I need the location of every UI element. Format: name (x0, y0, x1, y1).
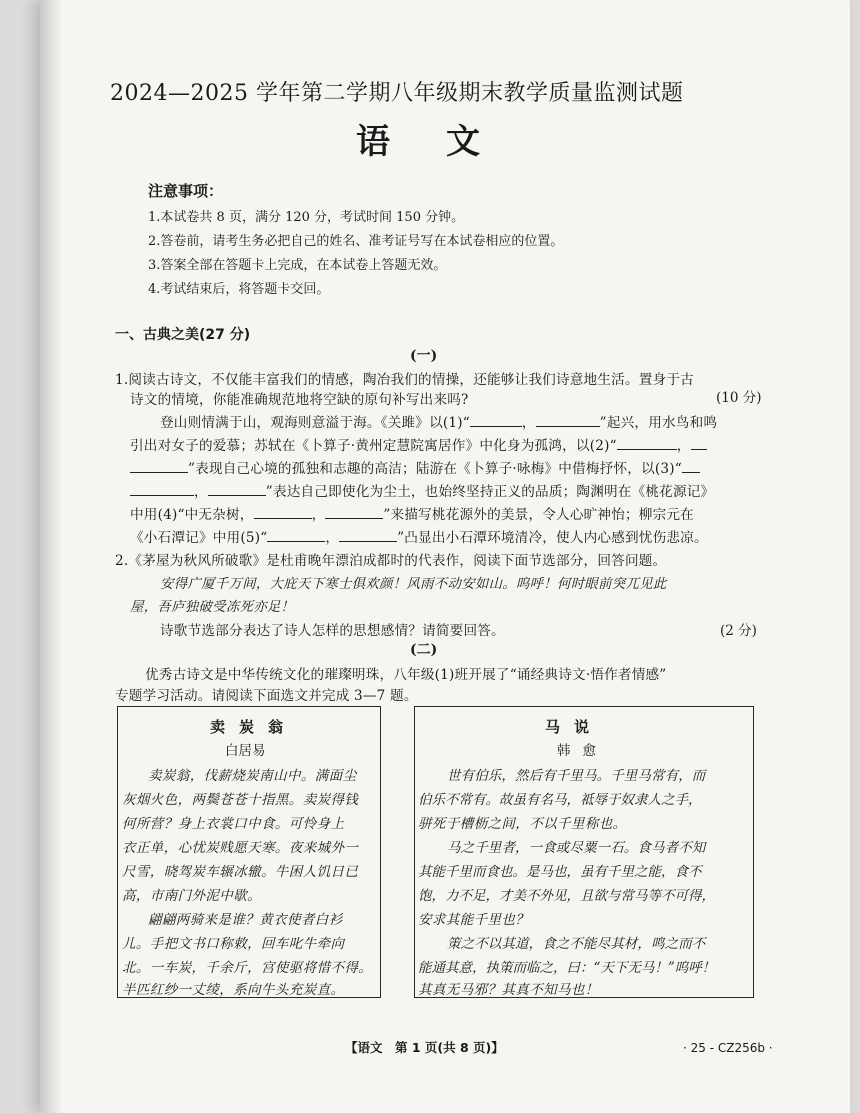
answer-blank[interactable] (208, 482, 266, 496)
part-heading: (二) (410, 642, 438, 658)
box-text-line: 饱，力不足，才美不外见，且欲与常马等不可得， (418, 888, 715, 904)
box-author: 白居易 (225, 743, 266, 759)
q2-stem: 2.《茅屋为秋风所破歌》是杜甫晚年漂泊成都时的代表作，阅读下面节选部分，回答问题。 (115, 553, 667, 569)
box-author: 韩愈 (557, 743, 608, 759)
box-text-line: 何所营？身上衣裳口中食。可怜身上 (122, 816, 345, 832)
answer-blank[interactable] (130, 459, 188, 473)
q2-score: (2 分) (720, 623, 757, 639)
q1-passage-line: 登山则情满于山，观海则意溢于海。《关雎》以(1)“ ， ”起兴，用水鸟和鸣 (160, 415, 718, 431)
box-title: 马说 (545, 718, 604, 736)
box-title: 卖炭翁 (210, 718, 298, 736)
q1-score: (10 分) (716, 390, 762, 406)
box-text-line: 策之不以其道，食之不能尽其材，鸣之而不 (447, 936, 706, 952)
q1-stem: 诗文的情境，你能准确规范地将空缺的原句补写出来吗? (130, 392, 469, 408)
answer-blank[interactable] (254, 505, 312, 519)
page-fold-shadow (40, 0, 62, 1113)
paper-code: · 25 - CZ256b · (683, 1041, 773, 1055)
q1-passage-line: 中用(4)“中无杂树， ， ”来描写桃花源外的美景，令人心旷神怡；柳宗元在 (130, 507, 694, 523)
notice-item: 1.本试卷共 8 页，满分 120 分，考试时间 150 分钟。 (148, 210, 465, 225)
box-text-line: 儿。手把文书口称敕，回车叱牛牵向 (122, 936, 345, 952)
q1-passage-line: ， ”表达自己即使化为尘土，也始终坚持正义的品质；陶渊明在《桃花源记》 (130, 480, 714, 500)
section-heading: 一、古典之美(27 分) (115, 327, 251, 343)
box-text-line: 伯乐不常有。故虽有名马，祗辱于奴隶人之手， (418, 792, 702, 808)
intro-text: 专题学习活动。请阅读下面选文并完成 3—7 题。 (115, 688, 418, 704)
answer-blank[interactable] (325, 505, 383, 519)
box-text-line: 能通其意，执策而临之，曰：“天下无马！”呜呼！ (418, 960, 716, 976)
box-text-line: 马之千里者，一食或尽粟一石。食马者不知 (447, 840, 706, 856)
answer-blank[interactable] (267, 528, 325, 542)
box-text-line: 安求其能千里也？ (418, 912, 530, 928)
answer-blank[interactable] (617, 436, 677, 450)
part-heading: (一) (410, 348, 438, 364)
page-footer: 【语文 第 1 页(共 8 页)】 (345, 1040, 504, 1055)
subject-title: 语文 (356, 122, 536, 162)
box-text-line: 半匹红纱一丈绫，系向牛头充炭直。 (122, 982, 345, 998)
notice-item: 3.答案全部在答题卡上完成，在本试卷上答题无效。 (148, 258, 447, 273)
box-text-line: 北。一车炭，千余斤，宫使驱将惜不得。 (122, 960, 373, 976)
box-text-line: 衣正单，心忧炭贱愿天寒。夜来城外一 (122, 840, 359, 856)
answer-blank[interactable] (130, 482, 194, 496)
answer-blank[interactable] (536, 413, 600, 427)
notice-item: 4.考试结束后，将答题卡交回。 (148, 282, 330, 297)
q2-poem-line: 屋，吾庐独破受冻死亦足！ (130, 600, 295, 615)
q1-passage-line: 《小石潭记》中用(5)“ ， ”凸显出小石潭环境清冷，使人内心感到忧伤悲凉。 (130, 530, 708, 546)
notice-item: 2.答卷前，请考生务必把自己的姓名、准考证号写在本试卷相应的位置。 (148, 234, 564, 249)
answer-blank[interactable] (691, 436, 707, 450)
intro-text: 优秀古诗文是中华传统文化的璀璨明珠，八年级(1)班开展了“诵经典诗文·悟作者情感” (145, 667, 667, 683)
box-text-line: 翩翩两骑来是谁？黄衣使者白衫 (148, 912, 343, 928)
box-text-line: 尺雪，晓驾炭车辗冰辙。牛困人饥日已 (122, 864, 359, 880)
notice-heading: 注意事项： (148, 182, 224, 200)
answer-blank[interactable] (339, 528, 397, 542)
box-text-line: 世有伯乐，然后有千里马。千里马常有，而 (447, 768, 706, 784)
box-text-line: 卖炭翁，伐薪烧炭南山中。满面尘 (148, 768, 357, 784)
q2-question: 诗歌节选部分表达了诗人怎样的思想感情？请简要回答。 (160, 623, 505, 639)
q1-passage-line: ”表现自己心境的孤独和志趣的高洁；陆游在《卜算子·咏梅》中借梅抒怀，以(3)“ (130, 457, 700, 477)
q2-poem-line: 安得广厦千万间，大庇天下寒士俱欢颜！风雨不动安如山。呜呼！何时眼前突兀见此 (160, 577, 667, 592)
box-text-line: 灰烟火色，两鬓苍苍十指黑。卖炭得钱 (122, 792, 359, 808)
answer-blank[interactable] (682, 459, 700, 473)
q1-stem: 1.阅读古诗文，不仅能丰富我们的情感，陶冶我们的情操，还能够让我们诗意地生活。置身于古 (115, 372, 694, 388)
box-text-line: 高，市南门外泥中歇。 (122, 888, 261, 904)
answer-blank[interactable] (470, 413, 522, 427)
exam-title: 2024—2025 学年第二学期八年级期末教学质量监测试题 (110, 81, 684, 106)
box-text-line: 其能千里而食也。是马也，虽有千里之能，食不 (418, 864, 702, 880)
box-text-line: 其真无马邪？其真不知马也！ (418, 982, 599, 998)
box-text-line: 骈死于槽枥之间，不以千里称也。 (418, 816, 627, 832)
q1-passage-line: 引出对女子的爱慕；苏轼在《卜算子·黄州定慧院寓居作》中化身为孤鸿，以(2)“ ， (130, 434, 707, 454)
